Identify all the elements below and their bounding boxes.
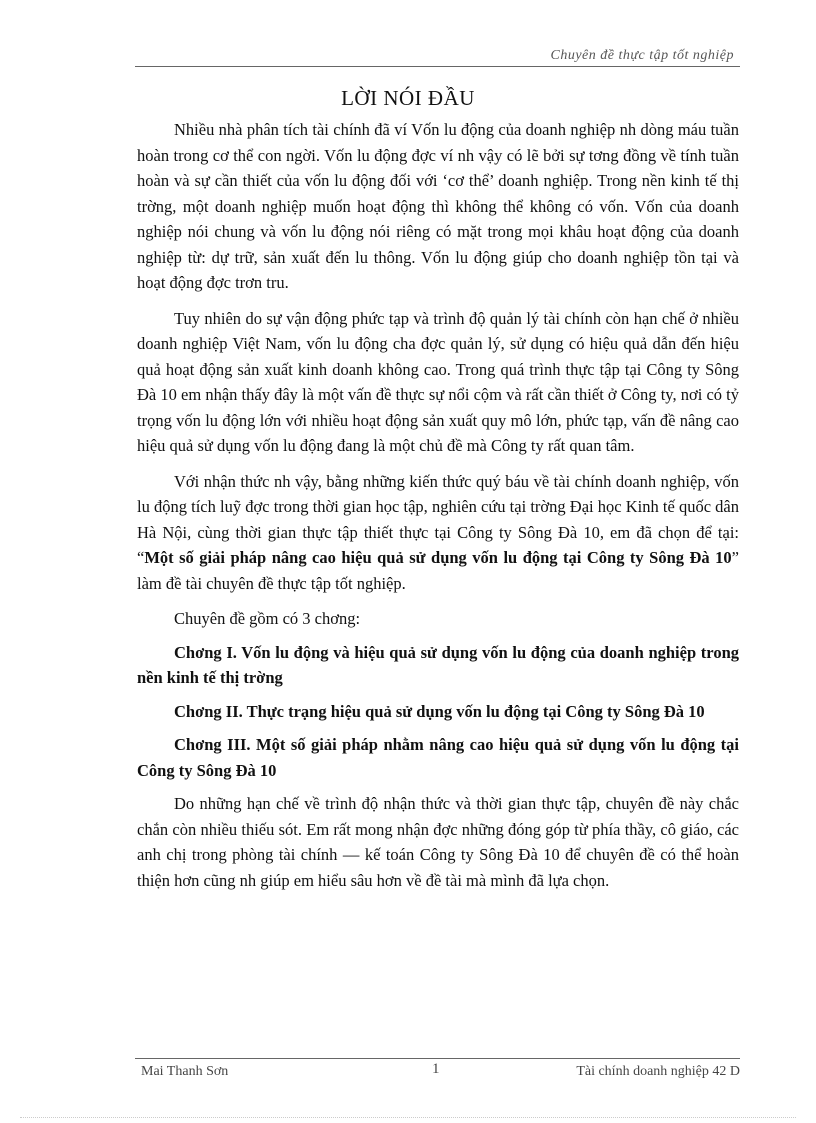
page-header — [135, 46, 740, 67]
thesis-topic: Một số giải pháp nâng cao hiệu quả sử dụng vốn lu động tại Công ty Sông Đà 10 — [144, 548, 732, 567]
chapter-1: Chơng I. Vốn lu động và hiệu quả sử dụng vốn lu động của doanh nghiệp trong nền kinh tế thị trờng — [137, 642, 739, 687]
page-title: LỜI NÓI ĐẦU — [341, 86, 475, 110]
footer-class: Tài chính doanh nghiệp 42 D — [576, 1064, 740, 1079]
page-number: 1 — [432, 1061, 440, 1077]
chapter-2: Chơng II. Thực trạng hiệu quả sử dụng vốn lu động tại Công ty Sông Đà 10 — [174, 701, 705, 721]
chapter-3: Chơng III. Một số giải pháp nhằm nâng cao hiệu quả sử dụng vốn lu động tại Công ty Sông Đà 10 — [137, 735, 739, 780]
header-text: Chuyên đề thực tập tốt nghiệp — [550, 48, 734, 63]
footer-author: Mai Thanh Sơn — [141, 1064, 229, 1079]
document-body — [137, 117, 739, 903]
paragraph-4: Chuyên đề gồm có 3 chơng: — [174, 609, 361, 628]
paragraph-3-text-b: ” làm đề tài chuyên đề thực tập tốt nghiệp. — [137, 548, 739, 593]
paragraph-5: Do những hạn chế về trình độ nhận thức và thời gian thực tập, chuyên đề này chắc chắn còn nhiều thiếu sót. Em rất mong nhận đợc những đóng góp từ phía thầy, cô giáo, các anh chị trong phòng tài chính — kế toán Công ty Sông Đà 10 để chuyên đề có thể hoàn thiện hơn cũng nh giúp em hiểu sâu hơn về đề tài mà mình đã lựa chọn. — [137, 794, 739, 890]
paragraph-3 — [137, 469, 739, 597]
paragraph-1: Nhiều nhà phân tích tài chính đã ví Vốn lu động của doanh nghiệp nh dòng máu tuần hoàn trong cơ thể con ngời. Vốn lu động đợc ví nh vậy có lẽ bởi sự tơng đồng về tính tuần hoàn và sự cần thiết của vốn lu động đối với ‘cơ thể’ doanh nghiệp. Trong nền kinh tế thị trờng, một doanh nghiệp muốn hoạt động thì không thể không có vốn. Vốn của doanh nghiệp nói chung và vốn lu động nói riêng có mặt trong mọi khâu hoạt động của doanh nghiệp từ: dự trữ, sản xuất đến lu thông. Vốn lu động giúp cho doanh nghiệp tồn tại và hoạt động đợc trơn tru. — [137, 120, 739, 292]
bottom-divider — [20, 1117, 796, 1118]
page-footer — [135, 1058, 740, 1083]
paragraph-2: Tuy nhiên do sự vận động phức tạp và trình độ quản lý tài chính còn hạn chế ở nhiều doanh nghiệp Việt Nam, vốn lu động cha đợc quản lý, sử dụng có hiệu quả dẫn đến hiệu quả hoạt động sản xuất kinh doanh không cao. Trong quá trình thực tập tại Công ty Sông Đà 10 em nhận thấy đây là một vấn đề thực sự nổi cộm và rất cần thiết ở Công ty, nơi có tỷ trọng vốn lu động lớn với nhiều hoạt động sản xuất quy mô lớn, phức tạp, vấn đề nâng cao hiệu quả sử dụng vốn lu động đang là một chủ đề mà Công ty rất quan tâm. — [137, 308, 739, 455]
paragraph-3-text-a: Với nhận thức nh vậy, bằng những kiến thức quý báu về tài chính doanh nghiệp, vốn lu động tích luỹ đợc trong thời gian học tập, nghiên cứu tại trờng Đại học Kinh tế quốc dân Hà Nội, cùng thời gian thực tập thiết thực tại Công ty Sông Đà 10, em đã chọn để tại: “ — [137, 471, 739, 567]
